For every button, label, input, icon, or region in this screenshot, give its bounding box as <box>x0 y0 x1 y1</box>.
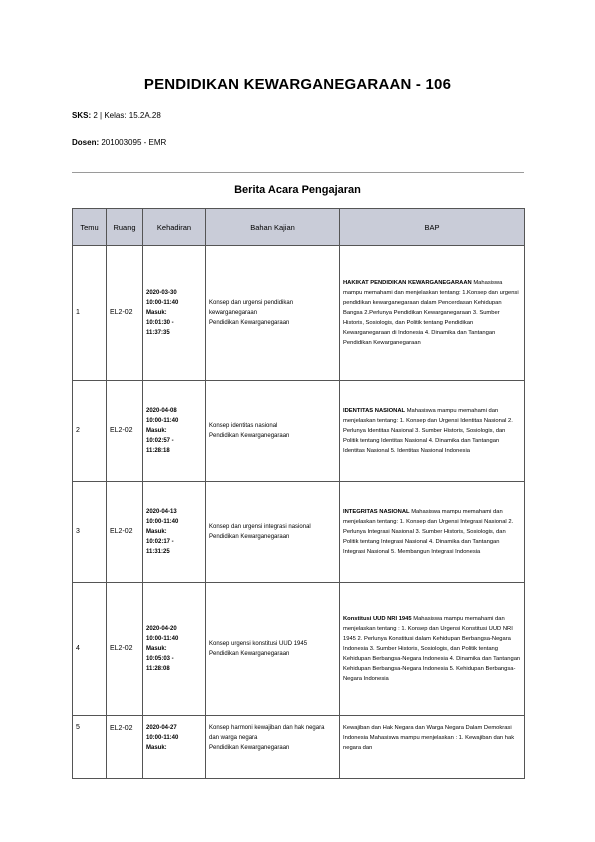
column-header-bahan-kajian: Bahan Kajian <box>206 209 340 246</box>
bahan-kajian-line: Konsep dan urgensi integrasi nasional <box>209 524 311 530</box>
cell-bahan-kajian <box>206 482 340 583</box>
cell-bap <box>340 583 525 716</box>
dosen-label: Dosen: <box>72 138 100 147</box>
bap-text: Mahasiswa mampu memahami dan menjelaskan tentang: 1. Konsep dan Urgensi Identitas Nasional 2. Perlunya Identitas Nasional 3. Sumber Historis, Sosiologis, dan Politik tentang Identitas Nasional 4. Dinamika dan Tantangan Identitas Nasional 5. Identitas Nasional Indonesia <box>343 408 513 454</box>
column-header-ruang: Ruang <box>107 209 143 246</box>
divider <box>72 172 524 173</box>
bap-text: Mahasiswa mampu memahami dan menjelaskan tentang: 1.Konsep dan urgensi pendidikan kewarganegaraan dalam Pencerdasan Kehidupan Bangsa 2.Perlunya Pendidikan Kewarganegaraan 3. Sumber Historis, Sosiologis, dan Politik tentang Pendidikan Kewarganegaraan di Indonesia 4. Dinamika dan Tantangan Pendidikan Kewarganegaraan <box>343 280 519 346</box>
column-header-kehadiran: Kehadiran <box>143 209 206 246</box>
cell-ruang: EL2-02 <box>107 381 143 482</box>
kehadiran-line: 10:00-11:40 <box>146 300 179 306</box>
kehadiran-line: 10:05:03 - <box>146 656 174 662</box>
cell-ruang: EL2-02 <box>107 583 143 716</box>
kehadiran-line: 2020-04-20 <box>146 626 177 632</box>
kehadiran-line: 10:02:17 - <box>146 539 174 545</box>
bahan-kajian-line: Pendidikan Kewarganegaraan <box>209 320 290 326</box>
bap-heading: Konstitusi UUD NRI 1945 <box>343 616 412 622</box>
kehadiran-line: 2020-04-08 <box>146 408 177 414</box>
table-header-row <box>73 209 525 246</box>
table-row <box>73 246 525 381</box>
cell-temu: 3 <box>73 482 107 583</box>
kehadiran-line: 11:28:18 <box>146 448 170 454</box>
bahan-kajian-line: Konsep dan urgensi pendidikan kewarganegaraan <box>209 300 294 316</box>
cell-bahan-kajian <box>206 246 340 381</box>
sks-info <box>72 111 161 120</box>
cell-bap <box>340 246 525 381</box>
bap-text: Mahasiswa mampu memahami dan menjelaskan tentang: 1. Konsep dan Urgensi Integrasi Nasional 2. Perlunya Integrasi Nasional 3. Sumber Historis, Sosiologis, dan Politik tentang Integrasi Nasional 4. Dinamika dan Tantangan Integrasi Nasional 5. Membangun Integrasi Indonesia <box>343 509 514 555</box>
kehadiran-line: 10:00-11:40 <box>146 735 179 741</box>
section-title: Berita Acara Pengajaran <box>234 184 361 196</box>
cell-temu: 5 <box>73 716 107 779</box>
cell-kehadiran <box>143 583 206 716</box>
bap-heading: INTEGRITAS NASIONAL <box>343 509 410 515</box>
bahan-kajian-line: Pendidikan Kewarganegaraan <box>209 651 290 657</box>
bahan-kajian-line: Pendidikan Kewarganegaraan <box>209 534 290 540</box>
kehadiran-line: Masuk: <box>146 529 167 535</box>
column-header-bap: BAP <box>340 209 525 246</box>
cell-bap <box>340 716 525 779</box>
cell-bahan-kajian <box>206 381 340 482</box>
table-row <box>73 381 525 482</box>
table-row <box>73 482 525 583</box>
dosen-value: 201003095 - EMR <box>101 138 167 147</box>
kehadiran-line: 2020-03-30 <box>146 290 177 296</box>
kehadiran-line: 10:00-11:40 <box>146 418 179 424</box>
page-title: PENDIDIKAN KEWARGANEGARAAN - 106 <box>143 76 452 93</box>
cell-kehadiran <box>143 246 206 381</box>
cell-bahan-kajian <box>206 716 340 779</box>
bap-text: Kewajiban dan Hak Negara dan Warga Negara Dalam Demokrasi Indonesia Mahasiswa mampu menjelaskan : 1. Kewajiban dan hak negara dan <box>343 725 515 751</box>
kehadiran-line: Masuk: <box>146 428 167 434</box>
bap-text: Mahasiswa mampu memahami dan menjelaskan tentang : 1. Konsep dan Urgensi Konstitusi UUD NRI 1945 2. Perlunya Konstitusi dalam Kehidupan Berbangsa-Negara Indonesia 3. Sumber Historis, Sosiologis, dan Politik tentang Kehidupan Berbangsa-Negara Indonesia 4. Dinamika dan Tantangan Kehidupan Berbangsa-Negara Indonesia 5. Kehidupan Berbangsa-Negara Indonesia <box>343 616 521 682</box>
bahan-kajian-line: Pendidikan Kewarganegaraan <box>209 745 290 751</box>
bahan-kajian-line: Pendidikan Kewarganegaraan <box>209 433 290 439</box>
sks-value: 2 | Kelas: 15.2A.28 <box>93 111 161 120</box>
cell-ruang: EL2-02 <box>107 716 143 779</box>
kehadiran-line: 2020-04-13 <box>146 509 177 515</box>
kehadiran-line: Masuk: <box>146 745 167 751</box>
bap-heading: IDENTITAS NASIONAL <box>343 408 406 414</box>
bahan-kajian-line: Konsep harmoni kewajiban dan hak negara dan warga negara <box>209 725 325 741</box>
cell-kehadiran <box>143 482 206 583</box>
kehadiran-line: 2020-04-27 <box>146 725 177 731</box>
table-row <box>73 716 525 779</box>
kehadiran-line: Masuk: <box>146 646 167 652</box>
cell-temu: 4 <box>73 583 107 716</box>
bahan-kajian-line: Konsep identitas nasional <box>209 423 278 429</box>
kehadiran-line: 11:31:25 <box>146 549 170 555</box>
cell-temu: 1 <box>73 246 107 381</box>
bahan-kajian-line: Konsep urgensi konstitusi UUD 1945 <box>209 641 308 647</box>
bap-heading: HAKIKAT PENDIDIKAN KEWARGANEGARAAN <box>343 280 472 286</box>
cell-ruang: EL2-02 <box>107 246 143 381</box>
cell-ruang: EL2-02 <box>107 482 143 583</box>
kehadiran-line: 10:01:30 - <box>146 320 174 326</box>
kehadiran-line: Masuk: <box>146 310 167 316</box>
kehadiran-line: 10:00-11:40 <box>146 519 179 525</box>
column-header-temu: Temu <box>73 209 107 246</box>
kehadiran-line: 11:28:08 <box>146 666 170 672</box>
kehadiran-line: 11:37:35 <box>146 330 170 336</box>
cell-bap <box>340 482 525 583</box>
table-row <box>73 583 525 716</box>
bap-table <box>72 208 525 779</box>
kehadiran-line: 10:00-11:40 <box>146 636 179 642</box>
sks-label: SKS: <box>72 111 92 120</box>
kehadiran-line: 10:02:57 - <box>146 438 174 444</box>
cell-bahan-kajian <box>206 583 340 716</box>
cell-kehadiran <box>143 716 206 779</box>
dosen-info <box>72 138 166 147</box>
cell-kehadiran <box>143 381 206 482</box>
cell-temu: 2 <box>73 381 107 482</box>
cell-bap <box>340 381 525 482</box>
